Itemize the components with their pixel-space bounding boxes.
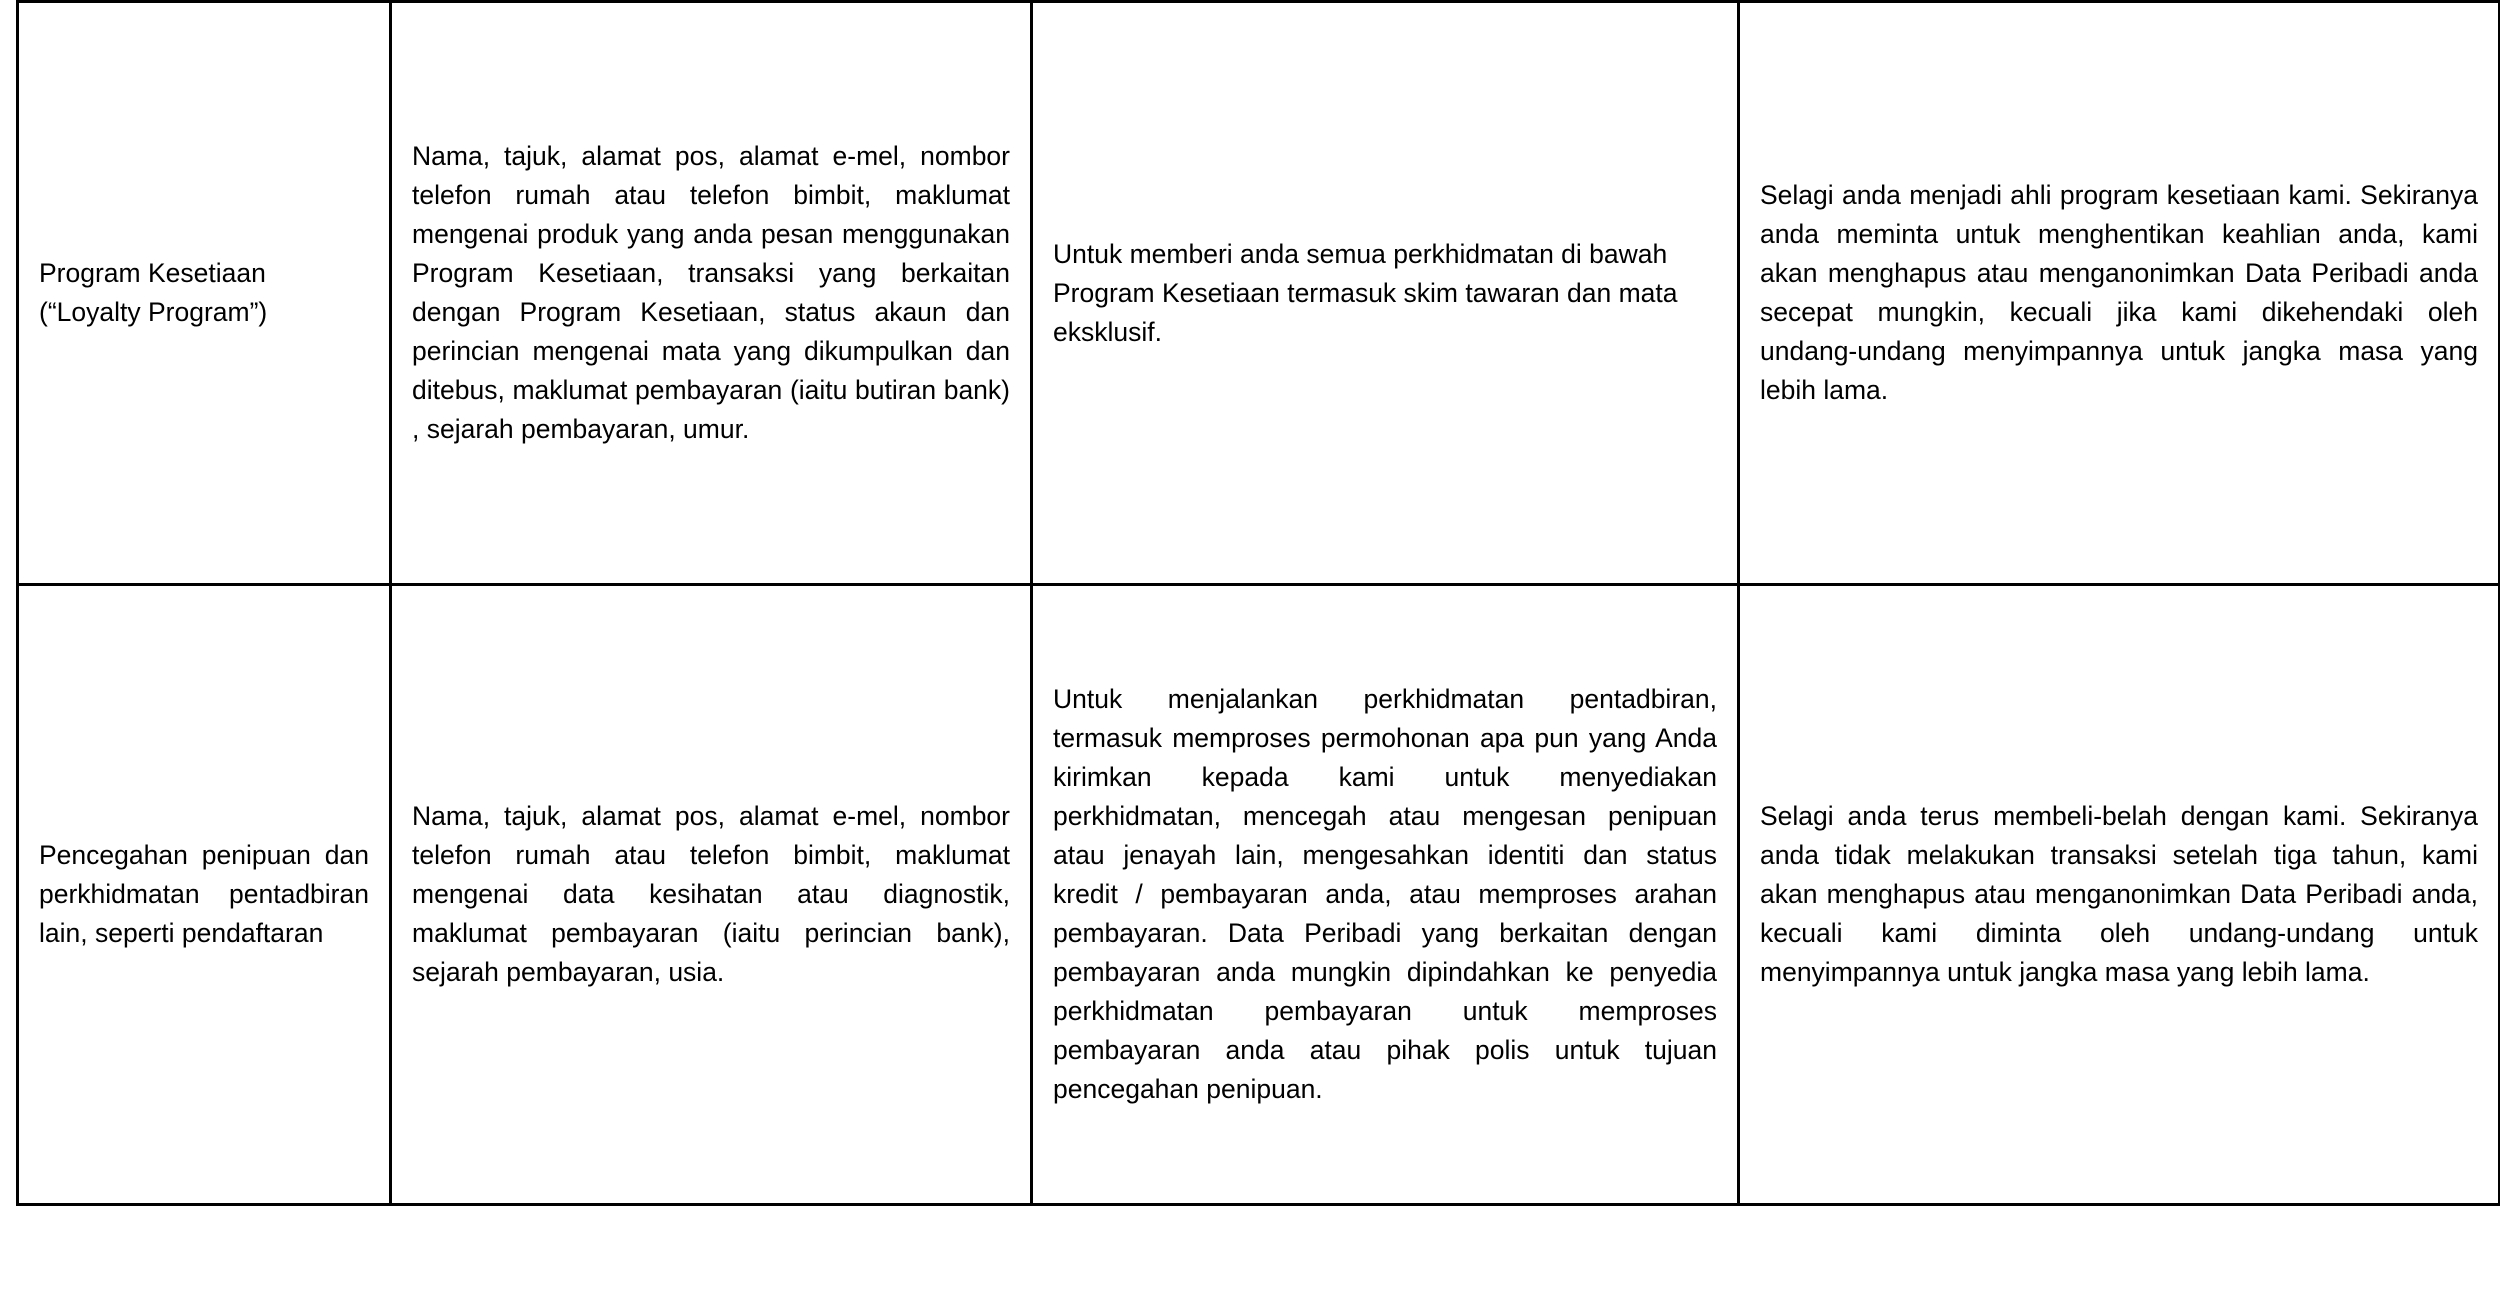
data-collected-text: Nama, tajuk, alamat pos, alamat e-mel, nombor telefon rumah atau telefon bimbit, maklumat mengenai data kesihatan atau diagnostik, maklumat pembayaran (iaitu perincian bank), sejarah pembayaran, usia. bbox=[412, 801, 1010, 987]
retention-text: Selagi anda terus membeli-belah dengan kami. Sekiranya anda tidak melakukan transaksi setelah tiga tahun, kami akan menghapus atau menganonimkan Data Peribadi anda, kecuali kami diminta oleh undang-undang untuk menyimpannya untuk jangka masa yang lebih lama. bbox=[1760, 801, 2478, 987]
table-row bbox=[18, 585, 2500, 1205]
retention-cell bbox=[1739, 585, 2500, 1205]
table-body bbox=[18, 2, 2500, 1205]
data-collected-text: Nama, tajuk, alamat pos, alamat e-mel, nombor telefon rumah atau telefon bimbit, maklumat mengenai produk yang anda pesan menggunakan Program Kesetiaan, transaksi yang berkaitan dengan Program Kesetiaan, status akaun dan perincian mengenai mata yang dikumpulkan dan ditebus, maklumat pembayaran (iaitu butiran bank) , sejarah pembayaran, umur. bbox=[412, 141, 1010, 444]
purpose-text: Program Kesetiaan (“Loyalty Program”) bbox=[39, 258, 268, 327]
data-collected-cell bbox=[391, 585, 1032, 1205]
use-text: Untuk menjalankan perkhidmatan pentadbiran, termasuk memproses permohonan apa pun yang Anda kirimkan kepada kami untuk menyediakan perkhidmatan, mencegah atau mengesan penipuan atau jenayah lain, mengesahkan identiti dan status kredit / pembayaran anda, atau memproses arahan pembayaran. Data Peribadi yang berkaitan dengan pembayaran anda mungkin dipindahkan ke penyedia perkhidmatan pembayaran untuk memproses pembayaran anda atau pihak polis untuk tujuan pencegahan penipuan. bbox=[1053, 684, 1717, 1104]
data-collected-cell bbox=[391, 2, 1032, 585]
retention-cell bbox=[1739, 2, 2500, 585]
purpose-cell bbox=[18, 2, 391, 585]
use-text: Untuk memberi anda semua perkhidmatan di bawah Program Kesetiaan termasuk skim tawaran dan mata eksklusif. bbox=[1053, 238, 1678, 347]
table-row bbox=[18, 2, 2500, 585]
retention-text: Selagi anda menjadi ahli program kesetiaan kami. Sekiranya anda meminta untuk menghentikan keahlian anda, kami akan menghapus atau menganonimkan Data Peribadi anda secepat mungkin, kecuali jika kami dikehendaki oleh undang-undang menyimpannya untuk jangka masa yang lebih lama. bbox=[1760, 180, 2478, 405]
use-cell bbox=[1032, 2, 1739, 585]
privacy-data-table bbox=[16, 0, 2500, 1206]
purpose-text: Pencegahan penipuan dan perkhidmatan pentadbiran lain, seperti pendaftaran bbox=[39, 840, 369, 948]
use-cell bbox=[1032, 585, 1739, 1205]
purpose-cell bbox=[18, 585, 391, 1205]
